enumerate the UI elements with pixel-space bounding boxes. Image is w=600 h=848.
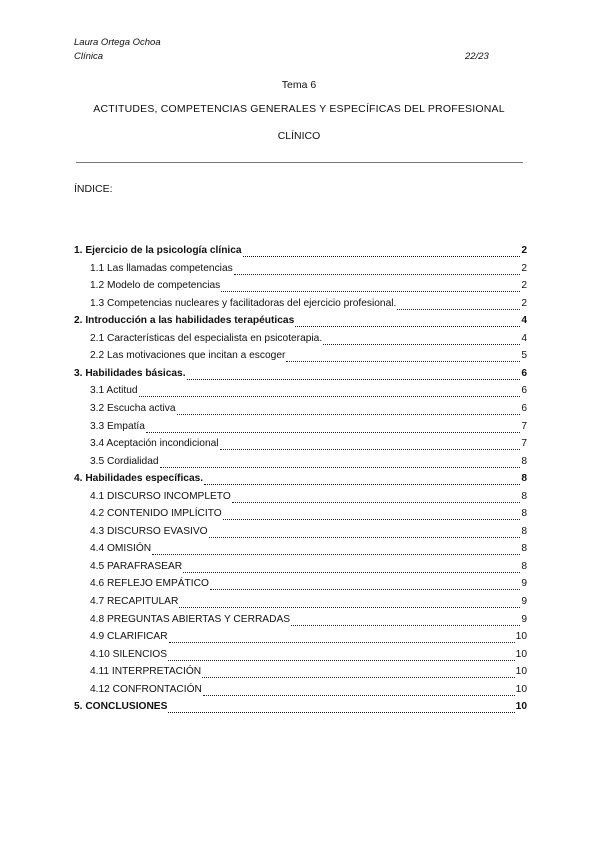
toc-entry-page: 10 [515, 648, 527, 660]
toc-entry-page: 4 [521, 332, 527, 344]
toc-entry[interactable] [74, 421, 527, 437]
toc-dot-leader [209, 537, 521, 538]
toc-dot-leader [177, 414, 521, 415]
toc-dot-leader [220, 449, 521, 450]
toc-entry-page: 9 [521, 596, 527, 607]
toc-entry-page: 2 [521, 262, 527, 274]
toc-entry-page: 10 [515, 701, 527, 713]
toc-entry[interactable] [74, 701, 527, 717]
toc-entry-label: 1.1 Las llamadas competencias [90, 262, 233, 274]
toc-entry-page: 8 [521, 543, 527, 555]
toc-dot-leader [232, 502, 521, 503]
toc-entry-label: 4.10 SILENCIOS [90, 648, 168, 660]
toc-dot-leader [203, 695, 515, 696]
toc-entry[interactable] [74, 508, 527, 524]
toc-dot-leader [234, 274, 521, 275]
toc-entry[interactable] [74, 263, 527, 279]
toc-entry-label: 4.12 CONFRONTACIÓN [90, 683, 202, 695]
toc-dot-leader [169, 642, 515, 643]
toc-entry-label: 4.11 INTERPRETACIÓN [90, 666, 202, 678]
toc-entry[interactable] [74, 350, 527, 366]
toc-dot-leader [323, 344, 520, 345]
toc-entry-label: 5. CONCLUSIONES [74, 701, 168, 713]
toc-entry-page: 2 [521, 297, 527, 309]
toc-entry[interactable] [74, 596, 527, 612]
toc-entry-page: 9 [521, 578, 527, 590]
toc-dot-leader [160, 467, 521, 468]
toc-entry[interactable] [74, 403, 527, 419]
index-heading: ÍNDICE: [74, 183, 113, 195]
toc-entry[interactable] [74, 473, 527, 489]
toc-entry-page: 4 [521, 315, 527, 327]
toc-dot-leader [168, 660, 515, 661]
toc-entry-label: 4.8 PREGUNTAS ABIERTAS Y CERRADAS [90, 613, 291, 625]
toc-dot-leader [152, 554, 520, 555]
toc-entry[interactable] [74, 631, 527, 647]
toc-entry-label: 3.4 Aceptación incondicional [90, 438, 219, 450]
toc-entry-label: 3.1 Actitud [90, 385, 138, 397]
toc-entry-page: 10 [515, 666, 527, 678]
toc-dot-leader [146, 432, 520, 433]
toc-entry-page: 2 [521, 245, 527, 256]
header-subject: Clínica [74, 51, 104, 62]
toc-entry[interactable] [74, 456, 527, 472]
toc-entry[interactable] [74, 526, 527, 542]
toc-entry-label: 1.3 Competencias nucleares y facilitadoras del ejercicio profesional. [90, 297, 397, 309]
toc-entry-page: 6 [521, 402, 527, 414]
toc-entry-page: 5 [521, 350, 527, 362]
header-author: Laura Ortega Ochoa [74, 37, 161, 48]
toc-entry[interactable] [74, 684, 527, 700]
toc-entry-page: 10 [515, 631, 527, 643]
toc-dot-leader [286, 361, 520, 362]
toc-entry-page: 8 [521, 560, 527, 572]
header-course: 22/23 [465, 51, 489, 62]
toc-entry[interactable] [74, 614, 527, 630]
toc-dot-leader [291, 625, 520, 626]
toc-dot-leader [179, 607, 520, 608]
toc-entry-page: 8 [521, 525, 527, 537]
toc-entry[interactable] [74, 298, 527, 314]
toc-entry[interactable] [74, 333, 527, 349]
toc-entry-page: 8 [521, 508, 527, 520]
toc-dot-leader [168, 712, 514, 713]
toc-dot-leader [210, 589, 520, 590]
toc-entry-label: 4.3 DISCURSO EVASIVO [90, 525, 208, 537]
toc-entry-label: 2.1 Características del especialista en psicoterapia. [90, 332, 323, 344]
toc-entry-page: 8 [521, 473, 527, 485]
toc-entry-label: 4.7 RECAPITULAR [90, 596, 179, 607]
toc-dot-leader [295, 326, 520, 327]
toc-entry-page: 2 [521, 280, 527, 292]
document-title-line-2: CLÍNICO [277, 130, 321, 142]
toc-entry-label: 3.3 Empatía [90, 420, 145, 432]
toc-entry-page: 8 [521, 455, 527, 467]
toc-entry[interactable] [74, 561, 527, 577]
toc-dot-leader [204, 484, 520, 485]
toc-entry[interactable] [74, 245, 527, 261]
toc-entry[interactable] [74, 280, 527, 296]
toc-entry-page: 9 [521, 613, 527, 625]
toc-entry[interactable] [74, 385, 527, 401]
toc-entry-label: 3.2 Escucha activa [90, 402, 176, 414]
toc-entry-label: 4.1 DISCURSO INCOMPLETO [90, 490, 231, 502]
toc-dot-leader [187, 379, 521, 380]
toc-entry-label: 3. Habilidades básicas. [74, 367, 186, 379]
toc-entry-page: 7 [521, 420, 527, 432]
toc-entry-page: 7 [521, 438, 527, 450]
toc-entry[interactable] [74, 491, 527, 507]
toc-dot-leader [243, 256, 521, 257]
toc-entry-label: 4.9 CLARIFICAR [90, 631, 168, 643]
toc-entry-label: 3.5 Cordialidad [90, 455, 159, 467]
toc-dot-leader [397, 309, 520, 310]
toc-entry[interactable] [74, 666, 527, 682]
toc-entry[interactable] [74, 438, 527, 454]
toc-entry-page: 6 [521, 385, 527, 397]
toc-entry-page: 8 [521, 490, 527, 502]
toc-dot-leader [202, 677, 515, 678]
toc-entry[interactable] [74, 578, 527, 594]
toc-entry-label: 4. Habilidades específicas. [74, 473, 204, 485]
title-divider [76, 162, 523, 163]
toc-entry-label: 2. Introducción a las habilidades terapéuticas [74, 315, 295, 327]
toc-entry-label: 2.2 Las motivaciones que incitan a escoger [90, 350, 286, 362]
document-title-line-1: ACTITUDES, COMPETENCIAS GENERALES Y ESPECÍFICAS DEL PROFESIONAL [93, 103, 505, 115]
toc-entry-label: 4.4 OMISIÓN [90, 543, 152, 555]
toc-dot-leader [223, 519, 521, 520]
toc-entry[interactable] [74, 315, 527, 331]
toc-entry-label: 4.5 PARAFRASEAR [90, 560, 183, 572]
toc-dot-leader [183, 572, 520, 573]
toc-entry-page: 6 [521, 367, 527, 379]
toc-entry-label: 4.6 REFLEJO EMPÁTICO [90, 578, 209, 590]
toc-entry[interactable] [74, 368, 527, 384]
toc-dot-leader [221, 291, 520, 292]
toc-entry-label: 4.2 CONTENIDO IMPLÍCITO [90, 508, 222, 520]
topic-heading: Tema 6 [281, 79, 317, 91]
toc-entry[interactable] [74, 543, 527, 559]
toc-entry-label: 1.2 Modelo de competencias [90, 280, 221, 292]
toc-entry-label: 1. Ejercicio de la psicología clínica [74, 245, 242, 256]
toc-entry-page: 10 [515, 683, 527, 695]
toc-dot-leader [139, 396, 521, 397]
toc-entry[interactable] [74, 649, 527, 665]
